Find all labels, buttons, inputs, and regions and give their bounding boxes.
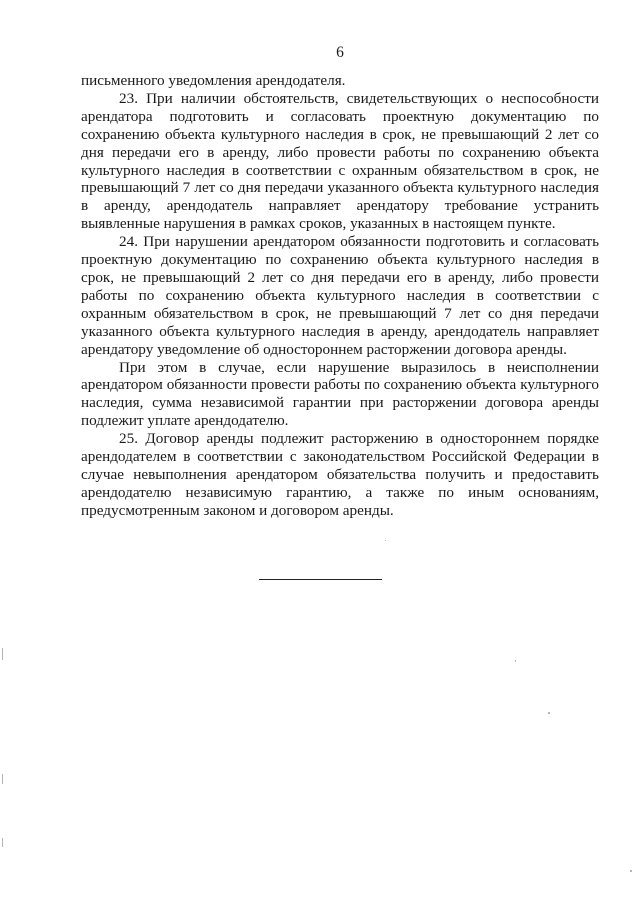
end-of-text-rule (259, 579, 382, 580)
scan-speck (515, 660, 516, 662)
paragraph-item-25: 25. Договор аренды подлежит расторжению в одностороннем порядке арендодателем в соответствии с законодательством Российской Федерации в случае невыполнения арендатором обязательства получить и предоставить арендодателю независимую гарантию, а также по иным основаниям, предусмотренным законом и договором аренды. (81, 430, 599, 519)
paragraph-item-23: 23. При наличии обстоятельств, свидетельствующих о неспособности арендатора подготовить и согласовать проектную документацию по сохранению объекта культурного наследия в срок, не превышающий 2 лет со дня передачи его в аренду, либо провести работы по сохранению объекта культурного наследия в соответствии с охранным обязательством в срок, не превышающий 7 лет со дня передачи указанного объекта культурного наследия в аренду, арендодатель направляет арендатору требование устранить выявленные нарушения в рамках сроков, указанных в настоящем пункте. (81, 89, 599, 233)
document-body (81, 72, 599, 520)
scan-speck (385, 540, 386, 541)
scan-speck (2, 774, 3, 784)
paragraph-item-24-note: При этом в случае, если нарушение выразилось в неисполнении арендатором обязанности провести работы по сохранению объекта культурного наследия, сумма независимой гарантии при расторжении договора аренды подлежит уплате арендодателю. (81, 358, 599, 430)
scan-speck (2, 838, 3, 847)
scan-speck (630, 870, 632, 872)
scan-speck (2, 648, 3, 660)
paragraph-item-24: 24. При нарушении арендатором обязанности подготовить и согласовать проектную документацию по сохранению объекта культурного наследия в срок, не превышающий 2 лет со дня передачи его в аренду, либо провести работы по сохранению объекта культурного наследия в соответствии с охранным обязательством в срок, не превышающий 7 лет со дня передачи указанного объекта культурного наследия в аренду, арендодатель направляет арендатору уведомление об одностороннем расторжении договора аренды. (81, 233, 599, 358)
paragraph-continuation: письменного уведомления арендодателя. (81, 72, 346, 89)
scan-speck (548, 712, 550, 714)
page-number: 6 (336, 44, 344, 61)
